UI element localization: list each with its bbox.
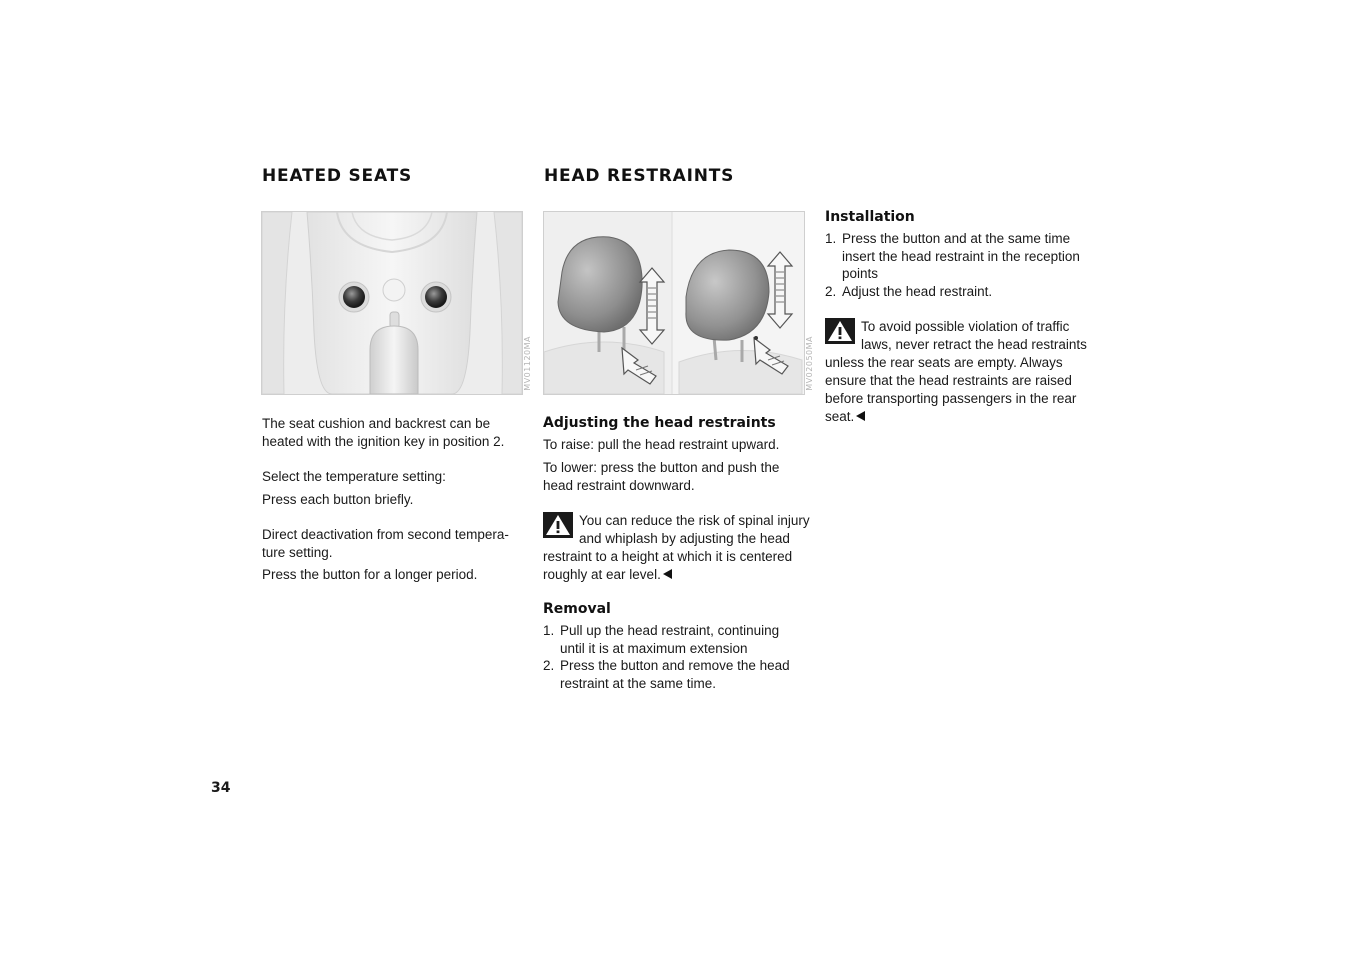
page-number: 34 xyxy=(211,780,231,796)
heated-seats-paragraph: Press the button for a longer period. xyxy=(262,567,478,582)
warning-icon xyxy=(543,512,573,538)
heated-seats-heading: HEATED SEATS xyxy=(262,166,413,186)
heated-seats-paragraph: Select the temperature setting: xyxy=(262,469,446,484)
installation-steps xyxy=(825,230,1097,300)
warning-icon xyxy=(825,318,855,344)
figure-code: MV01120MA xyxy=(523,336,532,391)
removal-steps xyxy=(543,622,805,692)
list-item: 1. Pull up the head restraint, continuing until it is at maximum extension xyxy=(543,623,780,656)
warning-text: You can reduce the risk of spinal injury and whiplash by adjusting the head restraint to a height at which it is centered roughly at ear level. xyxy=(543,513,810,582)
seat-heating-buttons-illustration xyxy=(262,212,522,394)
lower-instruction: To lower: press the button and push the head restraint downward. xyxy=(543,460,780,493)
adjusting-subheading: Adjusting the head restraints xyxy=(543,415,776,431)
heated-seats-paragraph: The seat cushion and backrest can be heated with the ignition key in position 2. xyxy=(262,416,505,449)
list-item: 2. Adjust the head restraint. xyxy=(825,283,993,299)
head-restraints-figure xyxy=(543,211,805,395)
head-restraint-adjustment-illustration xyxy=(544,212,804,394)
heated-seats-paragraph: Direct deactivation from second tempera-ture setting. xyxy=(262,527,509,560)
traffic-law-warning xyxy=(825,318,1097,426)
head-restraints-heading: HEAD RESTRAINTS xyxy=(544,166,735,186)
heated-seats-figure xyxy=(261,211,523,395)
raise-instruction: To raise: pull the head restraint upward. xyxy=(543,437,780,452)
heated-seats-paragraph: Press each button briefly. xyxy=(262,492,414,507)
list-item: 2. Press the button and remove the head restraint at the same time. xyxy=(543,658,790,691)
end-mark-icon xyxy=(856,411,865,421)
installation-subheading: Installation xyxy=(825,209,915,225)
removal-subheading: Removal xyxy=(543,601,611,617)
list-item: 1. Press the button and at the same time insert the head restraint in the reception points xyxy=(825,231,1080,281)
warning-text: To avoid possible violation of traffic laws, never retract the head restraints unless the rear seats are empty. Always ensure that the head restraints are raised before transporting passengers in the rear seat. xyxy=(825,319,1087,424)
figure-code: MV02050MA xyxy=(805,336,814,391)
spinal-injury-warning xyxy=(543,512,811,584)
end-mark-icon xyxy=(663,569,672,579)
